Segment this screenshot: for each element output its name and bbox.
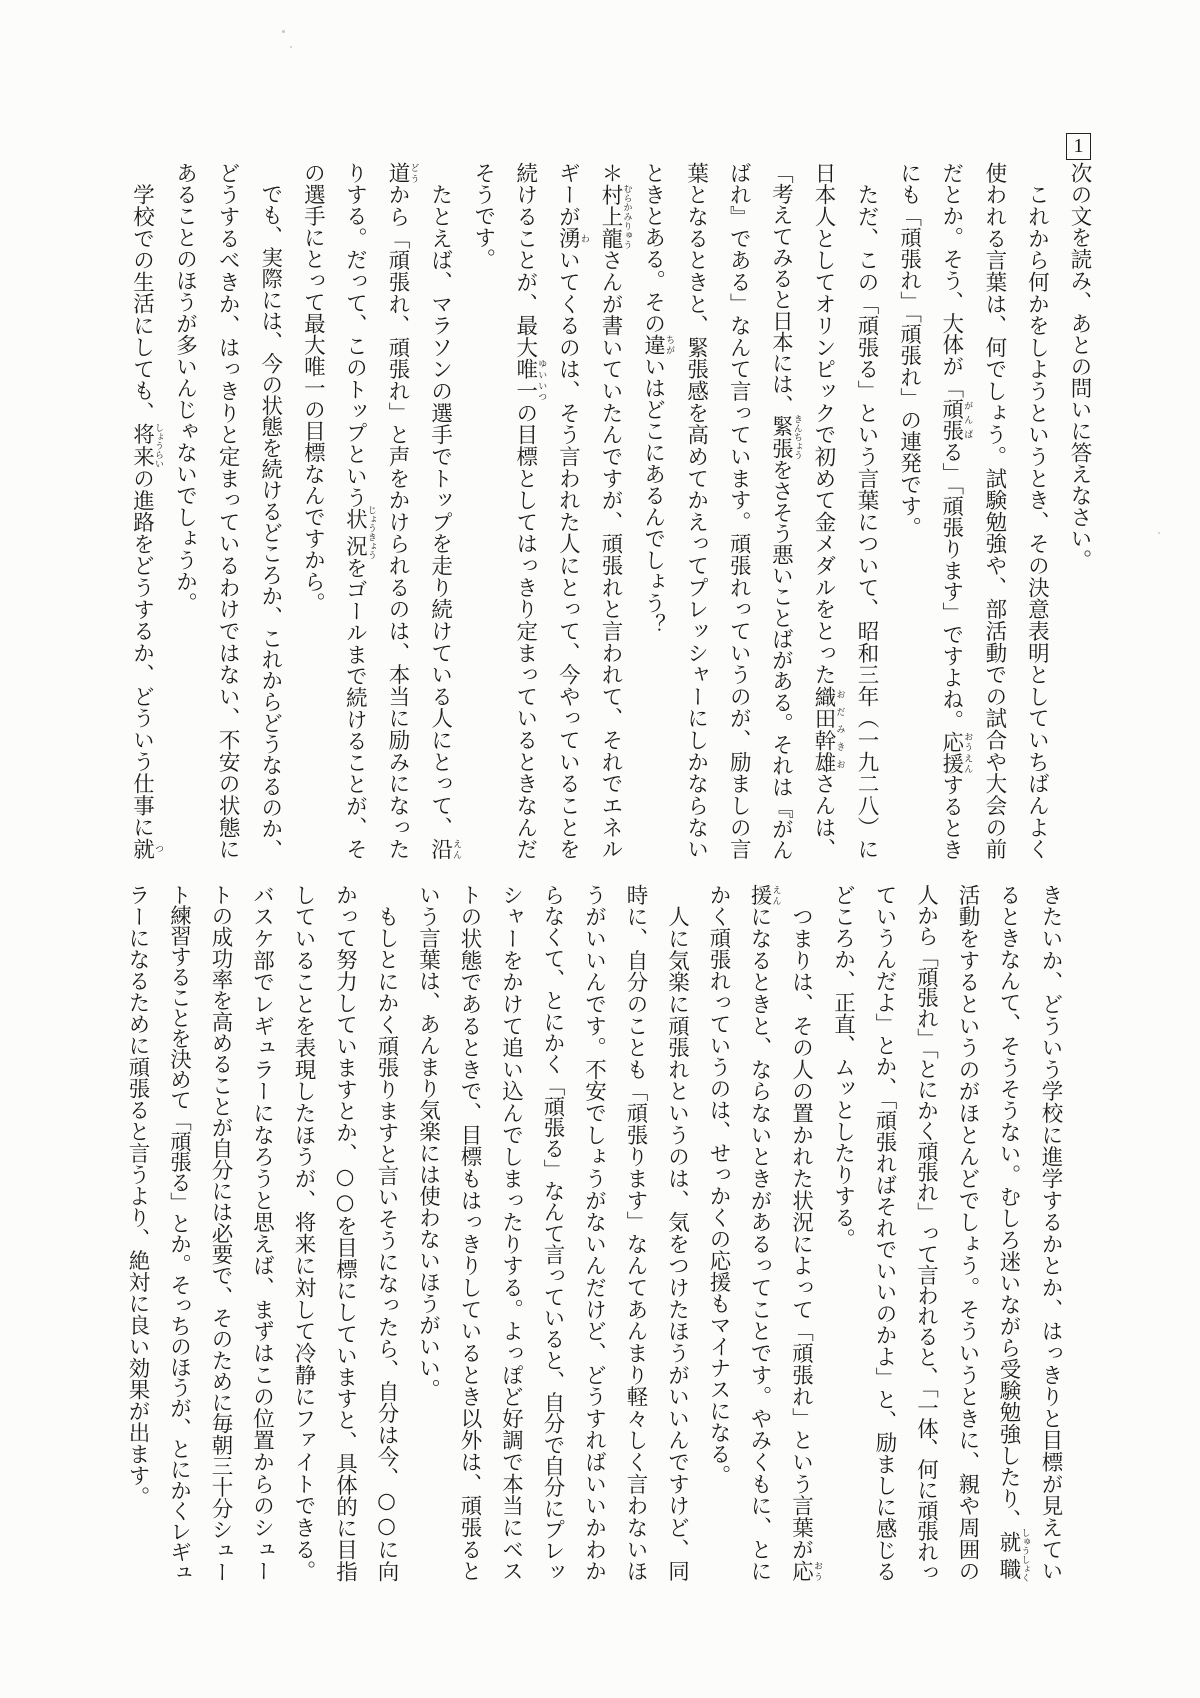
text-run: だとか。そう、大体が「 [938, 162, 964, 399]
passage-line-text: そうです。 [470, 162, 496, 270]
text-run: いてくるのは、そう言われた人にとって、今やっていることを [555, 249, 581, 860]
text-run: さんは、 [810, 772, 836, 860]
passage-line [163, 162, 206, 860]
passage-line-text: にも「頑張れ」「頑張れ」の連発です。 [896, 162, 922, 539]
text-run: するとき [938, 774, 964, 861]
passage-line [656, 884, 698, 1582]
passage-line-text: ばれ』である」なんて言っています。頑張れっていうのが、励ましの言 [726, 162, 752, 860]
passage-line [449, 884, 491, 1582]
passage-line [419, 162, 462, 860]
passage-line [573, 884, 615, 1582]
text-run: る」「頑張ります」ですよね。 [938, 441, 964, 732]
passage-line-text: どうするべきか、はっきりと定まっているわけではない、不安の状態に [215, 162, 241, 860]
passage-line [120, 162, 163, 860]
passage-upper-block [120, 162, 1100, 860]
passage-line [407, 884, 449, 1582]
ruby-reading: ゆいいつ [536, 358, 547, 402]
passage-line [158, 884, 200, 1582]
passage-line [283, 884, 325, 1582]
text-run: 日本人としてオリンピックで初めて金メダルをとった [810, 162, 836, 686]
passage-line [802, 162, 845, 860]
passage-line-text: 葉となるときと、緊張感を高めてかえってプレッシャーにしかならない [683, 162, 709, 860]
text-run: をさそう悪いことばがある。それは『がん [768, 459, 794, 861]
ruby-base: 村上龍 [597, 183, 623, 250]
passage-line [248, 162, 291, 860]
passage-line [822, 884, 864, 1582]
ruby-reading: えん [770, 884, 781, 906]
passage-lower-block [117, 884, 1072, 1582]
passage-line [844, 162, 887, 860]
passage-line [490, 884, 532, 1582]
passage-line-text [996, 884, 1030, 1582]
ruby-word [597, 183, 632, 250]
scan-speck [1158, 532, 1160, 534]
passage-line-text: 使われる言葉は、何でしょう。試験勉強や、部活動での試合や大会の前 [981, 162, 1007, 860]
passage-line-text: いう言葉は、あんまり気楽には使わないほうがいい。 [415, 884, 441, 1400]
passage-line-text [342, 162, 376, 860]
text-run: つまりは、その人の置かれた状況によって「頑張れ」という言葉が [788, 884, 814, 1561]
text-run: をゴールまで続けることが、そ [342, 556, 368, 860]
passage-line [905, 884, 947, 1582]
ruby-base: 湧 [555, 227, 581, 250]
ruby-word [996, 1527, 1030, 1582]
passage-line-text: でも、実際には、今の状態を続けるどころか、これからどうなるのか、 [257, 162, 283, 861]
ruby-reading: つ [152, 837, 163, 860]
passage-line [759, 162, 802, 860]
ruby-word [427, 838, 462, 860]
passage-line [781, 884, 823, 1582]
passage-line [200, 884, 242, 1582]
passage-line-text [747, 884, 781, 1582]
ruby-reading: おう [812, 1560, 822, 1582]
ruby-base: 就 [129, 837, 155, 860]
passage-line-text [810, 162, 845, 860]
ruby-base: 緊張 [768, 414, 794, 460]
passage-line-text: 活動をするというのがほとんどでしょう。そういうときに、親や周囲の [955, 884, 980, 1582]
ruby-base: 沿 [427, 838, 453, 860]
passage-line [631, 162, 674, 860]
passage-line [739, 884, 781, 1582]
text-run: たとえば、マラソンの選手でトップを走り続けている人にとって、 [427, 162, 453, 839]
passage-line [291, 162, 334, 860]
ruby-word [512, 358, 547, 402]
ruby-base: 状況 [342, 505, 368, 560]
ruby-word [788, 1560, 822, 1582]
passage-line [988, 884, 1030, 1582]
passage-line [1015, 162, 1058, 860]
ruby-word [938, 398, 973, 442]
passage-line-text [768, 162, 802, 861]
ruby-word [768, 414, 802, 460]
ruby-base: 違 [640, 334, 666, 356]
passage-line [504, 162, 547, 860]
passage-line-text: バスケ部でレギュラーになろうと思えば、まずはこの位置からのシュー [249, 884, 275, 1582]
ruby-base: 援 [747, 884, 772, 906]
passage-line-text [597, 162, 632, 860]
passage-line-text: かく頑張れっていうのは、せっかくの応援もマイナスになる。 [706, 884, 731, 1486]
instruction-column [1057, 162, 1100, 860]
passage-line-text: 時に、自分のことも「頑張ります」なんてあんまり軽々しく言わないほ [623, 884, 648, 1582]
passage-line-text: ただ、この「頑張る」という言葉について、昭和三年（一九二八）に [854, 162, 880, 860]
passage-line-text: これから何かをしようというとき、その決意表明としていちばんよく [1024, 162, 1050, 860]
ruby-reading: ちが [664, 334, 675, 356]
ruby-base: 応援 [938, 731, 964, 775]
ruby-reading: おだみきお [834, 685, 845, 773]
passage-line [615, 884, 657, 1582]
passage-line [532, 884, 574, 1582]
text-run: ＊ [597, 162, 623, 184]
text-run: の目標としてはっきり定まっているときなんだ [512, 401, 538, 860]
ruby-reading: きんちょう [791, 414, 802, 460]
text-run: いはどこにあるんでしょう？ [640, 355, 666, 635]
ruby-reading: しょうらい [152, 423, 163, 469]
passage-line-text: あることのほうが多いんじゃないでしょうか。 [172, 162, 198, 614]
passage-line [930, 162, 973, 860]
passage-line-text: もしとにかく頑張りますと言いそうになったら、自分は今、○○に向 [374, 884, 399, 1582]
text-run: さんが書いていたんですが、頑張れと言われて、それでエネル [597, 249, 623, 860]
ruby-base: 将来 [129, 423, 155, 469]
text-run: の進路をどうするか、どういう仕事に [129, 467, 155, 838]
text-run: りする。だって、このトップという [342, 162, 368, 509]
passage-line [376, 162, 419, 860]
passage-line [589, 162, 632, 860]
passage-line-text: ラーになるために頑張ると言うより、絶対に良い効果が出ます。 [125, 884, 150, 1508]
passage-line [333, 162, 376, 860]
ruby-word [938, 731, 973, 775]
passage-line [117, 884, 159, 1582]
passage-line-text: うがいいんです。不安でしょうがないんだけど、どうすればいいかわか [581, 884, 607, 1582]
passage-line-text: かって努力していますとか、○○を目標にしていますと、具体的に目指 [332, 884, 358, 1582]
ruby-word [555, 227, 589, 250]
passage-line [674, 162, 717, 860]
text-run: から「頑張れ、頑張れ」と声をかけられるのは、本当に励みになった [385, 183, 410, 860]
passage-line-text [640, 162, 675, 635]
passage-line [366, 884, 408, 1582]
text-run: 学校での生活にしても、 [129, 162, 155, 424]
passage-line-text: シャーをかけて追い込んでしまったりする。よっぽど好調で本当にベス [498, 884, 524, 1582]
passage-line [947, 884, 989, 1582]
passage-line [546, 162, 589, 860]
ruby-reading: じょうきょう [365, 505, 376, 560]
ruby-word [810, 685, 845, 773]
passage-line [206, 162, 249, 860]
passage-line [698, 884, 740, 1582]
text-run: るときなんて、そうそうない。むしろ迷いながら受験勉強したり、 [996, 884, 1021, 1531]
ruby-base: 唯一 [512, 358, 538, 402]
passage-line-text [788, 884, 822, 1582]
passage-line-text [555, 162, 589, 860]
passage-line [864, 884, 906, 1582]
ruby-word [129, 837, 163, 860]
ruby-base: 頑張 [938, 398, 964, 442]
ruby-reading: しゅうしょく [1019, 1527, 1030, 1582]
ruby-base: 応 [788, 1560, 814, 1582]
passage-line-text [129, 162, 163, 860]
question-number: 1 [1073, 135, 1084, 157]
passage-line-text: らなくて、とにかく「頑張る」なんて言っていると、自分で自分にプレッ [540, 884, 565, 1583]
ruby-reading: むらかみりゅう [621, 183, 632, 250]
passage-line [241, 884, 283, 1582]
passage-line [1030, 884, 1072, 1582]
ruby-word [129, 423, 163, 469]
passage-line-text: の選手にとって最大唯一の目標なんですから。 [300, 162, 326, 614]
passage-line [717, 162, 760, 860]
instruction-text: 次の文を読み、あとの問いに答えなさい。 [1067, 162, 1092, 571]
question-number-box [1066, 133, 1091, 160]
ruby-reading: どう [408, 162, 419, 184]
passage-line-text: していることを表現したほうが、将来に対して冷静にファイトできる。 [291, 884, 316, 1582]
passage-line [461, 162, 504, 860]
ruby-base: 織田幹雄 [810, 685, 836, 773]
passage-line-text: 人に気楽に頑張れというのは、気をつけたほうがいいんですけど、同 [664, 884, 690, 1582]
ruby-word [747, 884, 781, 906]
passage-line-text [427, 162, 462, 860]
passage-line-text [512, 162, 547, 860]
text-run: ときとある。その [640, 162, 666, 334]
passage-line-text: ていうんだよ」とか、「頑張ればそれでいいのかよ」と、励ましに感じる [872, 884, 897, 1583]
passage-line-text: どころか、正直、ムッとしたりする。 [830, 884, 856, 1250]
ruby-word [640, 334, 675, 356]
ruby-reading: おうえん [962, 731, 973, 775]
scan-speck [290, 46, 292, 48]
ruby-word [342, 505, 376, 560]
text-run: 続けることが、最大 [512, 162, 538, 359]
passage-line [324, 884, 366, 1582]
ruby-reading: がんば [962, 398, 973, 442]
passage-line-text: ト練習することを決めて「頑張る」とか。そっちのほうが、とにかくレギュ [166, 884, 192, 1583]
text-run: 「考えてみると日本には、 [768, 162, 794, 416]
passage-line [887, 162, 930, 860]
passage-line-text: トの状態であるときで、目標もはっきりしているとき以外は、頑張ると [457, 884, 482, 1582]
text-run: ギーが [555, 162, 581, 228]
ruby-word [385, 162, 419, 184]
ruby-base: 道 [385, 162, 410, 184]
passage-line-text [938, 162, 973, 861]
ruby-reading: えん [451, 838, 462, 860]
text-run: になるときと、ならないときがあるってことです。やみくもに、とに [747, 905, 772, 1582]
passage-line [972, 162, 1015, 860]
passage-line-text [385, 162, 419, 860]
passage-line-text: 人から「頑張れ」「とにかく頑張れ」って言われると、「一体、何に頑張れっ [913, 884, 939, 1582]
ruby-reading: わ [578, 227, 589, 250]
scan-speck [282, 30, 285, 33]
passage-line-text: トの成功率を高めることが自分には必要で、そのために毎朝三十分シュー [208, 884, 233, 1583]
passage-line-text: きたいか、どういう学校に進学するかとか、はっきりと目標が見えてい [1038, 884, 1063, 1582]
ruby-base: 就職 [996, 1527, 1021, 1582]
